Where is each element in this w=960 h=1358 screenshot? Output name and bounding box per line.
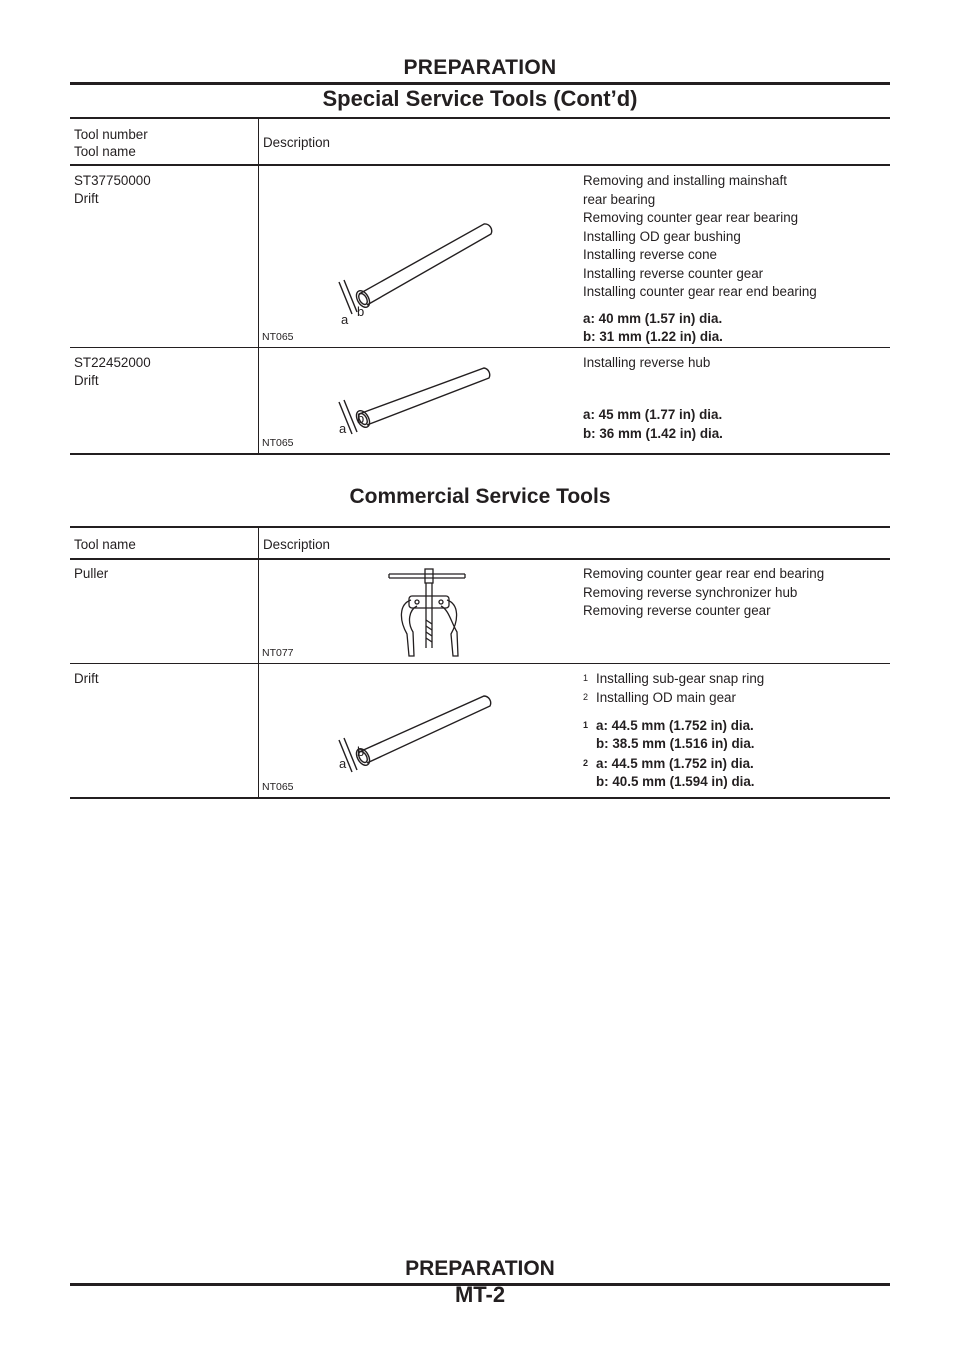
use-list	[583, 565, 890, 621]
page-header-subtitle: Special Service Tools (Cont’d)	[322, 86, 638, 111]
header-tool-number: Tool number	[74, 127, 148, 142]
use-item: Installing counter gear rear end bearing	[583, 284, 817, 299]
commercial-service-tools-table	[70, 526, 890, 799]
ref-marker-1: 1	[583, 719, 589, 730]
image-code: NT065	[262, 437, 294, 449]
use-item: Installing reverse cone	[583, 247, 717, 262]
header-cell-tool	[70, 118, 259, 165]
use-item: Installing reverse counter gear	[583, 265, 764, 281]
image-code: NT065	[262, 330, 294, 343]
use-list	[583, 354, 890, 373]
dim-a-label: a	[339, 420, 347, 436]
tool-number: ST37750000	[74, 173, 151, 188]
footer-title: PREPARATION	[405, 1257, 555, 1280]
header-description: Description	[263, 537, 330, 552]
drift-illustration	[259, 348, 581, 455]
spec-a: a: 45 mm (1.77 in) dia.	[583, 407, 723, 422]
tool-name: Drift	[74, 191, 99, 206]
use-item: Installing reverse hub	[583, 354, 711, 370]
header-rule	[70, 82, 890, 85]
tool-image-cell	[259, 663, 582, 798]
table-row	[70, 559, 890, 663]
header-tool-name: Tool name	[74, 144, 136, 159]
use-item: 1 Installing sub-gear snap ring	[583, 670, 765, 686]
use-item: Removing reverse counter gear	[583, 603, 771, 618]
ref-marker-1: 1	[583, 672, 589, 683]
table-header-row	[70, 118, 890, 165]
spec-b: b: 36 mm (1.42 in) dia.	[583, 425, 723, 441]
use-item: rear bearing	[583, 191, 656, 207]
dim-b-label: b	[357, 304, 365, 319]
spec-1-b: b: 38.5 mm (1.516 in) dia.	[596, 736, 755, 751]
image-code: NT077	[262, 646, 294, 659]
spec-2-b: b: 40.5 mm (1.594 in) dia.	[596, 774, 755, 789]
description-cell	[581, 559, 890, 663]
use-list	[583, 172, 890, 302]
header-cell-tool	[70, 527, 259, 559]
use-item: Removing counter gear rear end bearing	[583, 566, 825, 581]
tool-image-cell	[259, 559, 582, 663]
description-cell	[581, 663, 890, 798]
table-row	[70, 347, 890, 454]
commercial-section-title: Commercial Service Tools	[349, 485, 611, 508]
tool-id-cell	[70, 165, 259, 347]
header-cell-description	[259, 527, 891, 559]
tool-id-cell	[70, 347, 259, 454]
spec-1-a: 1 a: 44.5 mm (1.752 in) dia.	[583, 717, 754, 733]
use-item: 2 Installing OD main gear	[583, 690, 736, 705]
table-header-row	[70, 527, 890, 559]
tool-name: Drift	[74, 372, 99, 388]
special-service-tools-table	[70, 117, 890, 455]
drift-illustration	[259, 166, 581, 347]
page-header-title: PREPARATION	[403, 56, 557, 79]
use-item: Removing reverse synchronizer hub	[583, 584, 798, 600]
description-cell	[581, 347, 890, 454]
page-number: MT-2	[454, 1282, 506, 1307]
dim-b-label: b	[357, 743, 365, 759]
table-row	[70, 663, 890, 798]
tool-id-cell	[70, 663, 259, 798]
use-item: Installing OD gear bushing	[583, 228, 741, 244]
drift-illustration	[259, 664, 581, 799]
description-cell	[581, 165, 890, 347]
use-item: Removing counter gear rear bearing	[583, 210, 799, 225]
dim-a-label: a	[341, 312, 349, 327]
dim-a-label: a	[339, 755, 347, 771]
ref-marker-2: 2	[583, 757, 589, 768]
header-description: Description	[263, 135, 330, 150]
tool-name: Drift	[74, 670, 99, 686]
use-item: Removing and installing mainshaft	[583, 173, 787, 188]
header-tool-name: Tool name	[74, 537, 136, 552]
use-list	[583, 669, 890, 708]
dim-b-label: b	[357, 410, 365, 426]
image-code: NT065	[262, 781, 294, 793]
tool-image-cell	[259, 347, 582, 454]
spec-2-a: 2 a: 44.5 mm (1.752 in) dia.	[583, 755, 754, 771]
ref-marker-2: 2	[583, 692, 589, 702]
spec-b: b: 31 mm (1.22 in) dia.	[583, 329, 723, 344]
tool-id-cell	[70, 559, 259, 663]
puller-illustration	[259, 560, 581, 664]
header-cell-description	[259, 118, 891, 165]
table-row	[70, 165, 890, 347]
tool-number: ST22452000	[74, 354, 151, 370]
tool-name: Puller	[74, 566, 109, 581]
spec-a: a: 40 mm (1.57 in) dia.	[583, 310, 723, 326]
tool-image-cell	[259, 165, 582, 347]
